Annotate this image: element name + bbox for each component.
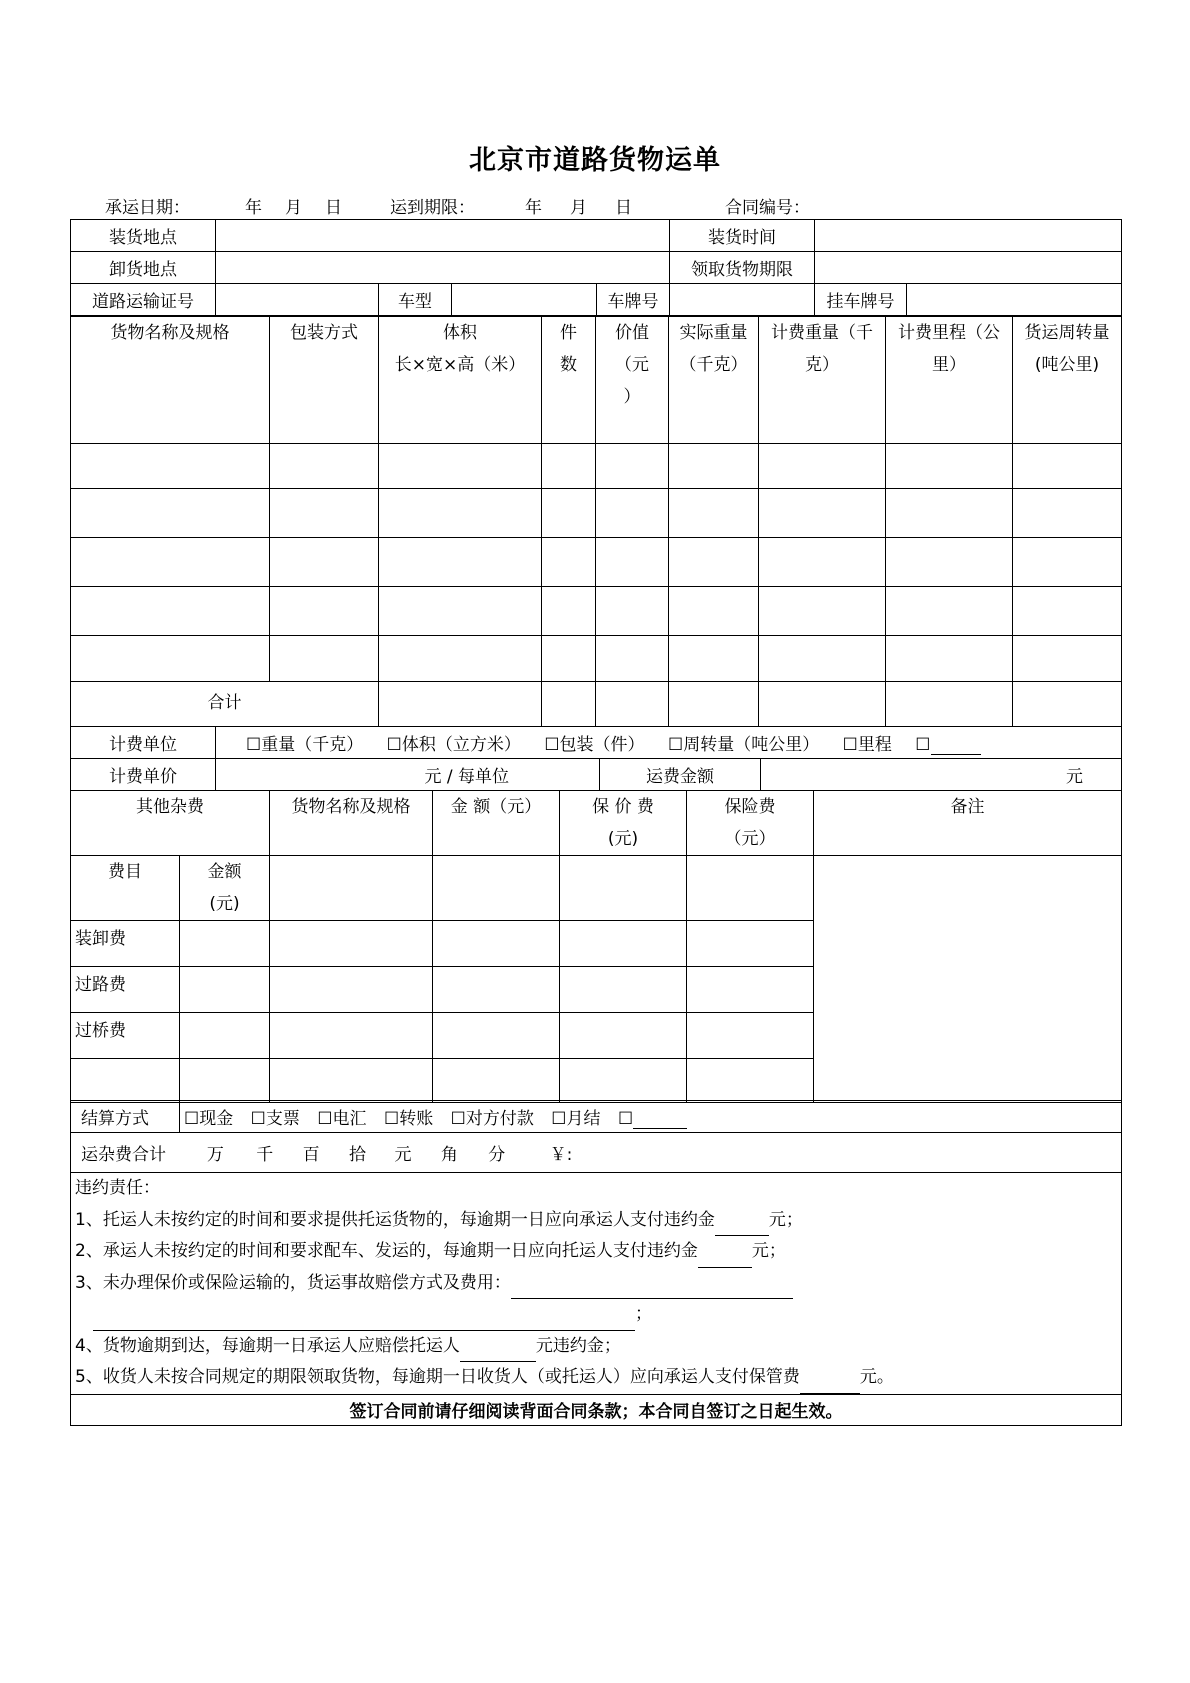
load-place-field[interactable]: [216, 220, 670, 252]
option-volume[interactable]: ☐体积（立方米）: [386, 735, 521, 755]
option-package[interactable]: ☐包装（件）: [544, 735, 645, 755]
header-row: [105, 193, 1125, 217]
settlement-table: [70, 1100, 1122, 1133]
goods-table: [70, 316, 1122, 727]
load-time-field[interactable]: [815, 220, 1122, 252]
billing-table: [70, 726, 1122, 791]
remarks-header: 备注: [814, 791, 1122, 856]
unit-fen: 分: [488, 1145, 506, 1165]
vehicle-type-field[interactable]: [452, 284, 597, 316]
footer-notice: 签订合同前请仔细阅读背面合同条款；本合同自签订之日起生效。: [71, 1394, 1122, 1425]
yen-field[interactable]: ￥:: [549, 1145, 573, 1165]
term-1: 1、托运人未按约定的时间和要求提供托运货物的，每逾期一日应向承运人支付违约金 元；: [75, 1205, 1117, 1237]
option-weight[interactable]: ☐重量（千克）: [246, 735, 364, 755]
actual-weight-header: 实际重量 （千克）: [669, 317, 759, 444]
freight-amount-label: 运费金额: [600, 759, 761, 791]
fee-item-road-toll: 过路费: [71, 967, 180, 1013]
settle-wire[interactable]: ☐电汇: [317, 1109, 367, 1129]
term-5: 5、收货人未按合同规定的期限领取货物，每逾期一日收货人（或托运人）应向承运人支付保管费 元。: [75, 1362, 1117, 1394]
volume-header: 体积 长×宽×高（米）: [379, 317, 542, 444]
fee-item-label: 费目: [71, 856, 180, 921]
term-1-blank[interactable]: [715, 1215, 769, 1236]
fee-item-loading: 装卸费: [71, 921, 180, 967]
total-label: 合计: [71, 682, 379, 727]
option-other[interactable]: ☐: [915, 735, 931, 755]
settle-transfer[interactable]: ☐转账: [383, 1109, 434, 1129]
load-time-label: 装货时间: [670, 220, 815, 252]
page-title: 北京市道路货物运单: [469, 145, 721, 176]
fee-item-bridge-toll: 过桥费: [71, 1013, 180, 1059]
goods-row[interactable]: [71, 489, 1122, 538]
settle-collect[interactable]: ☐对方付款: [450, 1109, 534, 1129]
pickup-deadline-label: 领取货物期限: [670, 252, 815, 284]
goods-row[interactable]: [71, 538, 1122, 587]
option-other-blank[interactable]: [931, 734, 981, 755]
settle-cash[interactable]: ☐现金: [184, 1109, 234, 1129]
term-2: 2、承运人未按约定的时间和要求配车、发运的，每逾期一日应向托运人支付违约金 元；: [75, 1236, 1117, 1268]
load-place-label: 装货地点: [71, 220, 216, 252]
total-row: [71, 1133, 1122, 1173]
term-3: 3、未办理保价或保险运输的，货运事故赔偿方式及费用：: [75, 1268, 1117, 1300]
option-turnover[interactable]: ☐周转量（吨公里）: [667, 735, 820, 755]
term-3-blank-2[interactable]: [93, 1310, 635, 1331]
billing-distance-header: 计费里程（公 里）: [886, 317, 1013, 444]
trailer-plate-field[interactable]: [907, 284, 1122, 316]
contract-no-label: 合同编号：: [725, 198, 810, 218]
ship-date-month: 月: [285, 198, 302, 218]
goods-row[interactable]: [71, 444, 1122, 489]
trailer-plate-label: 挂车牌号: [815, 284, 907, 316]
packaging-header: 包装方式: [270, 317, 379, 444]
billing-unit-options: [216, 727, 1122, 759]
ship-date-year: 年: [245, 198, 262, 218]
term-2-blank[interactable]: [698, 1247, 752, 1268]
term-3-continued: ；: [75, 1299, 1117, 1331]
fees-table: [70, 790, 1122, 1103]
settle-check[interactable]: ☐支票: [250, 1109, 300, 1129]
insurance-fee-header: 保险费 （元）: [687, 791, 814, 856]
value-header: 价值 （元 ）: [596, 317, 669, 444]
term-3-blank[interactable]: [511, 1278, 793, 1299]
billing-price-field[interactable]: [216, 759, 600, 791]
unit-wan: 万: [206, 1145, 224, 1165]
permit-no-label: 道路运输证号: [71, 284, 216, 316]
deadline-year: 年: [525, 198, 542, 218]
unit-jiao: 角: [440, 1145, 458, 1165]
settle-other[interactable]: ☐: [617, 1109, 634, 1129]
unload-place-field[interactable]: [216, 252, 670, 284]
unit-bai: 百: [302, 1145, 320, 1165]
deadline-label: 运到期限：: [390, 198, 475, 218]
term-4: 4、货物逾期到达，每逾期一日承运人应赔偿托运人 元违约金；: [75, 1331, 1117, 1363]
unit-yuan: 元: [394, 1145, 412, 1165]
fee-goods-name-header: 货物名称及规格: [270, 791, 433, 856]
total-label: 运杂费合计: [81, 1145, 166, 1165]
ship-date-label: 承运日期：: [105, 198, 190, 218]
unload-place-label: 卸货地点: [71, 252, 216, 284]
other-fees-label: 其他杂费: [71, 791, 270, 856]
goods-row[interactable]: [71, 636, 1122, 682]
total-table: [70, 1132, 1122, 1173]
term-4-blank[interactable]: [460, 1341, 536, 1362]
permit-no-field[interactable]: [216, 284, 379, 316]
billing-price-label: 计费单价: [71, 759, 216, 791]
freight-amount-field[interactable]: [761, 759, 1122, 791]
term-5-blank[interactable]: [800, 1373, 860, 1394]
deadline-day: 日: [615, 198, 632, 218]
fee-item-amount-label: 金额 (元): [180, 856, 270, 921]
option-distance[interactable]: ☐里程: [842, 735, 892, 755]
turnover-header: 货运周转量 (吨公里): [1013, 317, 1122, 444]
fee-amount-header: 金 额（元）: [433, 791, 560, 856]
insured-value-fee-header: 保 价 费 (元): [560, 791, 687, 856]
unit-shi: 拾: [349, 1145, 367, 1165]
plate-no-label: 车牌号: [597, 284, 670, 316]
terms-table: [70, 1172, 1122, 1426]
info-table: [70, 219, 1122, 316]
vehicle-type-label: 车型: [379, 284, 452, 316]
goods-name-header: 货物名称及规格: [71, 317, 270, 444]
billing-unit-label: 计费单位: [71, 727, 216, 759]
settle-monthly[interactable]: ☐月结: [551, 1109, 601, 1129]
settlement-label: 结算方式: [71, 1101, 180, 1133]
deadline-month: 月: [570, 198, 587, 218]
settle-other-blank[interactable]: [633, 1108, 687, 1129]
pickup-deadline-field[interactable]: [815, 252, 1122, 284]
fee-item-blank[interactable]: [71, 1059, 180, 1103]
goods-row[interactable]: [71, 587, 1122, 636]
goods-header-row: [71, 317, 1122, 444]
quantity-header: 件 数: [542, 317, 596, 444]
plate-no-field[interactable]: [670, 284, 815, 316]
freight-unit: 元: [1066, 767, 1084, 787]
ship-date-day: 日: [325, 198, 342, 218]
price-unit: 元 / 每单位: [424, 767, 509, 787]
terms-block: [71, 1173, 1122, 1395]
terms-heading: 违约责任：: [75, 1178, 160, 1198]
settlement-options: [180, 1101, 1122, 1133]
billing-weight-header: 计费重量（千 克）: [759, 317, 886, 444]
remarks-field[interactable]: [814, 856, 1122, 1103]
unit-qian: 千: [256, 1145, 274, 1165]
goods-total-row: [71, 682, 1122, 727]
